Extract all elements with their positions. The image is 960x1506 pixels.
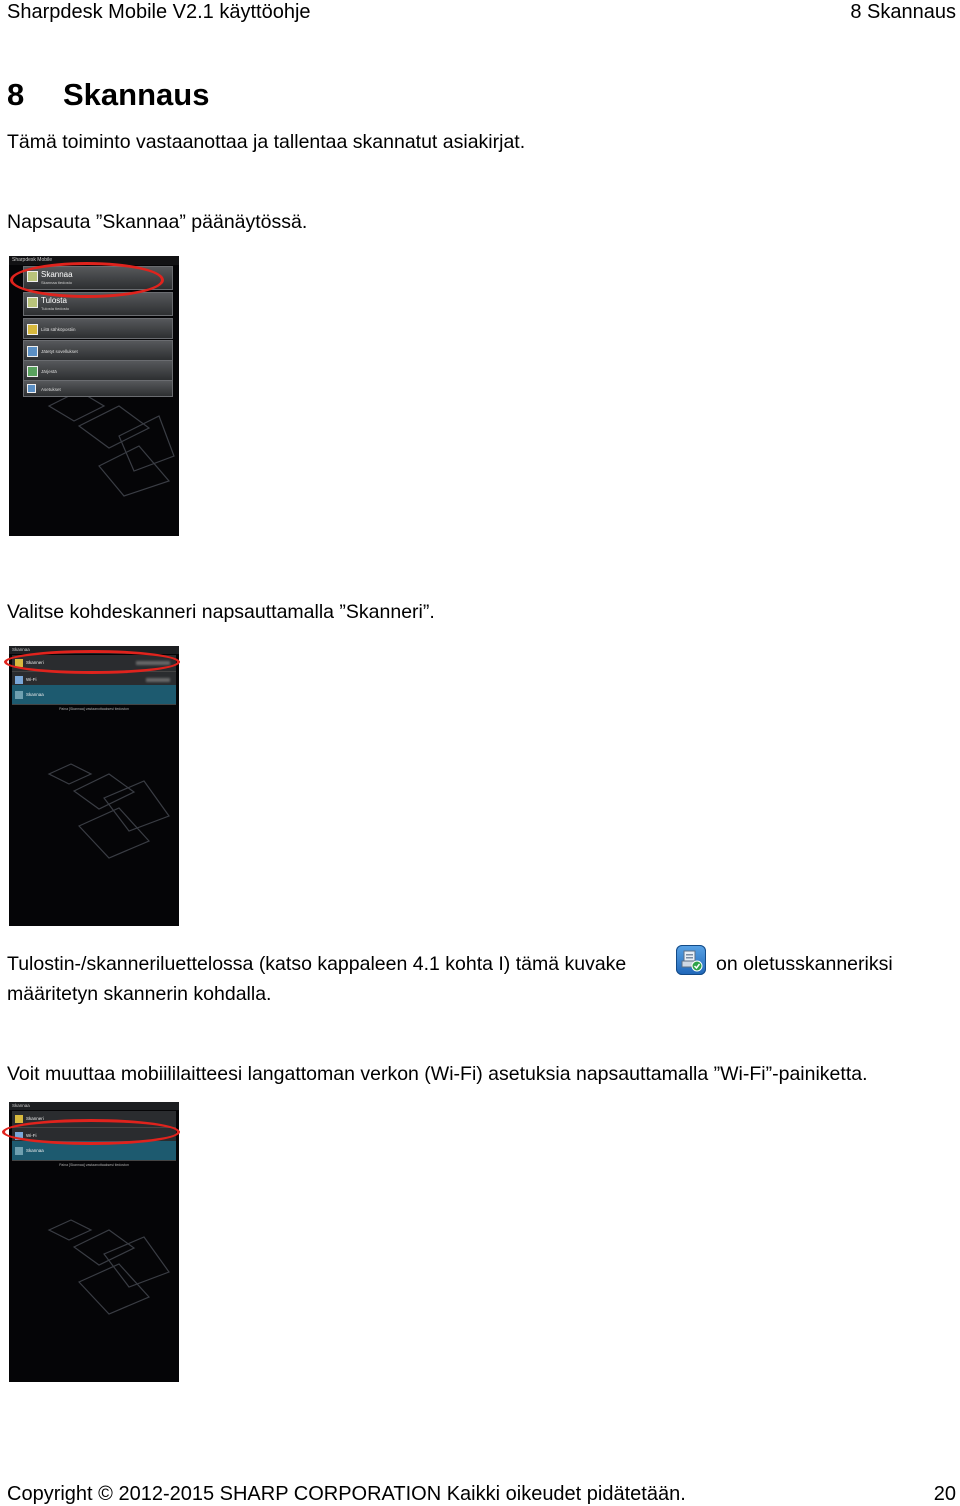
apps-icon [27,346,38,357]
menu-print-sub: Tulosta tiedosto [41,306,70,311]
menu-scan-sub: Skannaa tiedosto [41,280,72,285]
section-heading: Skannaus [63,77,210,112]
menu-scan-button[interactable] [23,266,173,290]
menu-organize-label: Järjestä [41,369,57,374]
scanner-name-value [136,661,170,665]
email-icon [27,324,38,335]
scan-title: Skannaa [12,647,30,652]
scan-row[interactable] [12,685,176,705]
header-doc-title: Sharpdesk Mobile V2.1 käyttöohje [7,1,311,23]
menu-email-label: Liitä sähköpostiin [41,327,76,332]
scan-note: Paina [Skannaa] vastaanottaaksesi tiedoston [59,1163,129,1167]
menu-print-button[interactable] [23,292,173,316]
scanner-icon [15,659,23,667]
organize-icon [27,366,38,377]
header-chapter: 8 Skannaus [850,1,956,23]
menu-scan-label: Skannaa [41,270,73,279]
screenshot-main-menu [9,256,179,536]
footer-page-number: 20 [933,1483,956,1505]
scan-row-icon [15,1147,23,1155]
step-2-text: Valitse kohdeskanneri napsauttamalla ”Skanneri”. [7,601,435,623]
menu-apps-label: Jätetyt sovellukset [41,349,78,354]
scan-row-label: Skannaa [26,1148,44,1153]
wifi-label: Wi-Fi [26,1133,37,1138]
icon-text-after: on oletusskanneriksi [716,953,893,975]
menu-settings-button[interactable] [23,380,173,397]
default-scanner-icon [676,945,706,975]
section-title [7,76,209,114]
scan-row[interactable] [12,1141,176,1161]
menu-organize-button[interactable] [23,360,173,381]
wifi-text: Voit muuttaa mobiililaitteesi langattoman verkon (Wi-Fi) asetuksia napsauttamalla ”Wi-Fi”-painiketta. [7,1063,868,1085]
wifi-screen-title-bar [9,1102,179,1110]
icon-text-line2: määritetyn skannerin kohdalla. [7,983,272,1005]
wifi-label: Wi-Fi [26,677,37,682]
step-1-text: Napsauta ”Skannaa” päänäytössä. [7,211,308,233]
section-number: 8 [7,77,25,112]
scan-icon [27,271,38,282]
scan-note: Paina [Skannaa] vastaanottaaksesi tiedoston [59,707,129,711]
scanner-label: Skanneri [26,1116,44,1121]
menu-email-button[interactable] [23,318,173,339]
wifi-icon [15,676,23,684]
wifi-value [146,678,170,682]
scanner-row[interactable] [12,655,176,672]
scan-row-icon [15,691,23,699]
scanner-icon [15,1115,23,1123]
footer-copyright: Copyright © 2012-2015 SHARP CORPORATION Kaikki oikeudet pidätetään. [7,1483,686,1505]
wifi-icon [15,1132,23,1140]
app-title: Sharpdesk Mobile [12,257,53,263]
menu-settings-label: Asetukset [41,387,61,392]
screenshot-scan-screen [9,646,179,926]
scanner-row[interactable] [12,1111,176,1128]
scan-title-bar [9,646,179,654]
wifi-screen-title: Skannaa [12,1103,30,1108]
scanner-label: Skanneri [26,660,44,665]
scan-row-label: Skannaa [26,692,44,697]
intro-text: Tämä toiminto vastaanottaa ja tallentaa skannatut asiakirjat. [7,131,526,153]
menu-apps-button[interactable] [23,340,173,361]
icon-text-before: Tulostin-/skanneriluettelossa (katso kappaleen 4.1 kohta I) tämä kuvake [7,953,627,975]
menu-print-label: Tulosta [41,296,67,305]
screenshot-wifi-screen [9,1102,179,1382]
print-icon [27,297,38,308]
app-title-bar [9,256,179,265]
settings-icon [27,384,36,393]
